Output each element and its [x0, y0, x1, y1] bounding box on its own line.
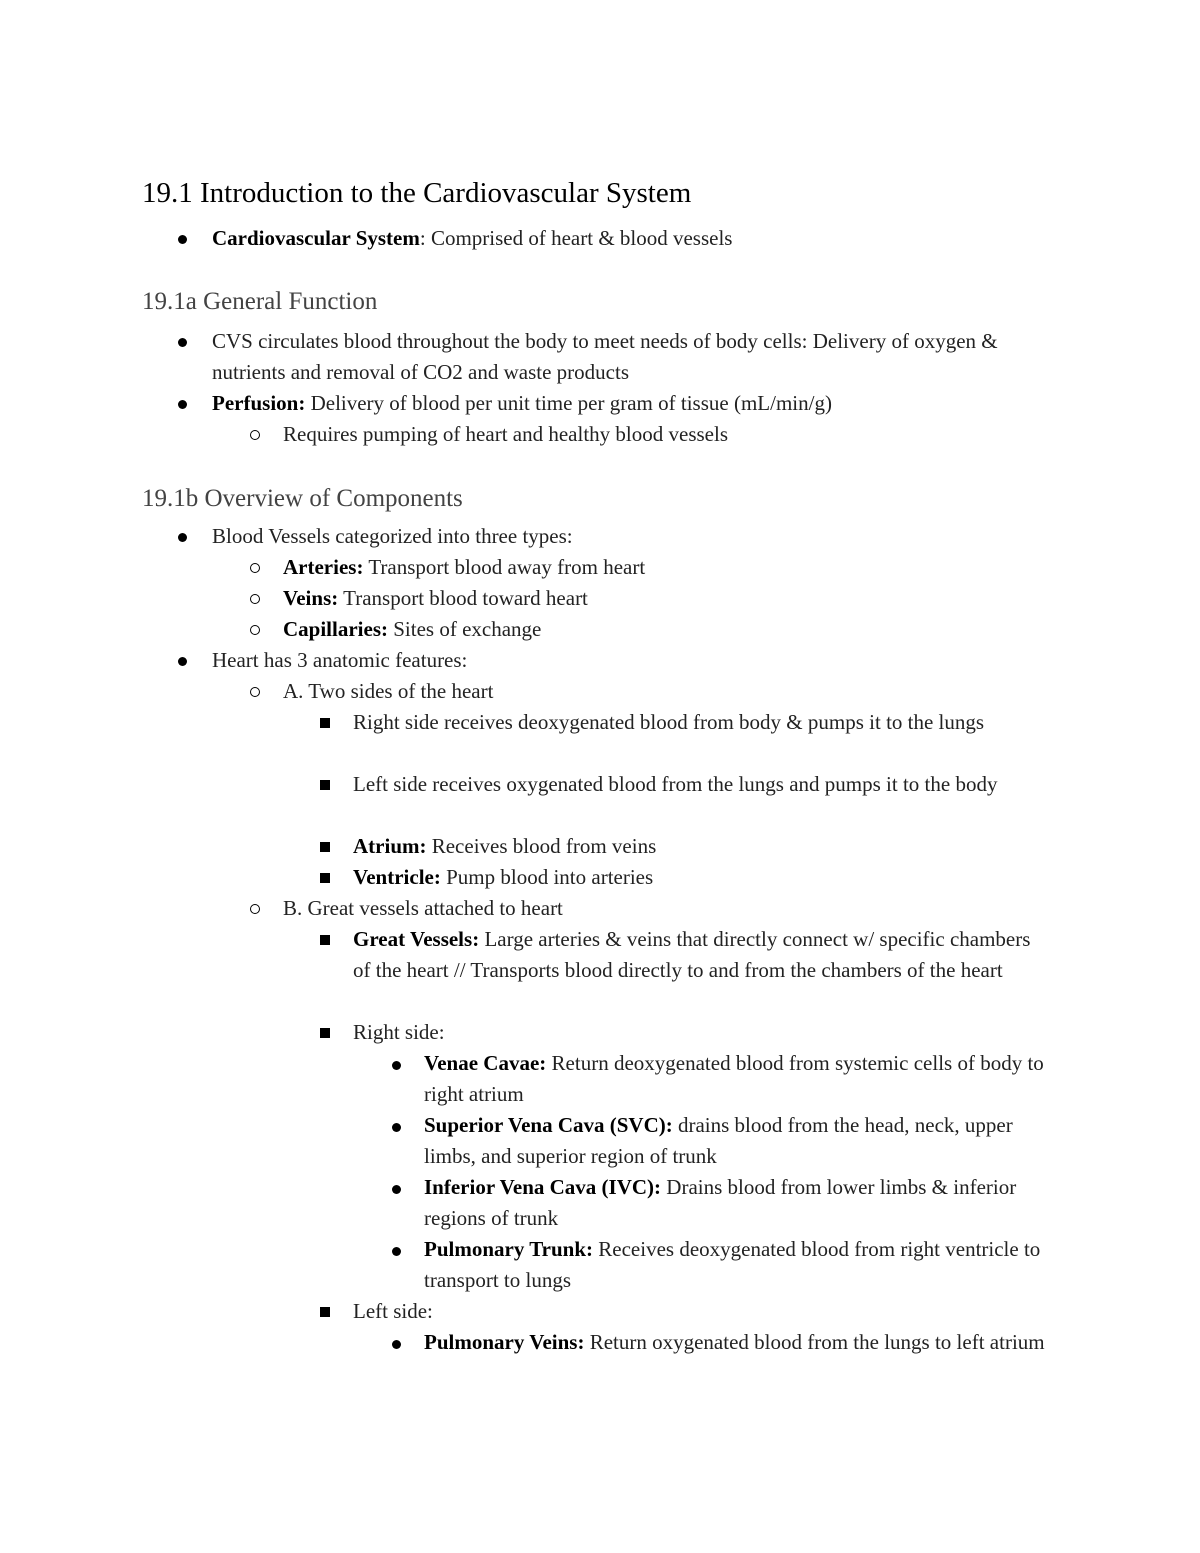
list-item: A. Two sides of the heart	[283, 679, 494, 703]
bullet-square-icon	[320, 1307, 330, 1317]
list-item	[424, 1110, 1044, 1172]
list-item: Right side:	[353, 1020, 445, 1044]
list-item: Blood Vessels categorized into three types:	[212, 524, 573, 548]
term-text: Sites of exchange	[388, 617, 542, 641]
term-text: : Comprised of heart & blood vessels	[419, 226, 733, 250]
bullet-square-icon	[320, 873, 330, 883]
term-label: Ventricle:	[353, 865, 441, 889]
bullet-circle-icon	[250, 594, 260, 604]
bullet-square-icon	[320, 1028, 330, 1038]
term-label: Pulmonary Trunk:	[424, 1237, 594, 1261]
list-item	[424, 1048, 1064, 1110]
list-item	[212, 388, 1072, 419]
bullet-disc-icon	[392, 1185, 401, 1194]
term-label: Arteries:	[283, 555, 364, 579]
term-label: Veins:	[283, 586, 339, 610]
list-item	[283, 583, 1063, 614]
term-text: Delivery of blood per unit time per gram of tissue (mL/min/g)	[305, 391, 832, 415]
list-item	[353, 831, 1053, 862]
bullet-disc-icon	[178, 533, 187, 542]
list-item	[283, 614, 1063, 645]
term-text: Transport blood toward heart	[338, 586, 588, 610]
bullet-disc-icon	[178, 235, 187, 244]
bullet-disc-icon	[178, 657, 187, 666]
term-label: Perfusion:	[212, 391, 306, 415]
term-text: drains blood from the head, neck, upper limbs, and superior region of trunk	[424, 1113, 1013, 1168]
list-item	[353, 862, 1053, 893]
list-item	[212, 223, 1072, 254]
bullet-square-icon	[320, 718, 330, 728]
list-item: Right side receives deoxygenated blood from body & pumps it to the lungs	[353, 710, 985, 734]
list-item: Left side receives oxygenated blood from the lungs and pumps it to the body	[353, 772, 998, 796]
bullet-square-icon	[320, 842, 330, 852]
list-item	[353, 924, 1033, 986]
term-label: Cardiovascular System	[212, 226, 420, 250]
list-item: CVS circulates blood throughout the body to meet needs of body cells: Delivery of oxygen & nutrients and removal of CO2 and waste products	[212, 329, 998, 384]
list-item	[283, 552, 1063, 583]
term-text: Drains blood from lower limbs & inferior regions of trunk	[424, 1175, 1017, 1230]
section-heading-overview: 19.1b Overview of Components	[142, 485, 463, 512]
term-text: Receives deoxygenated blood from right ventricle to transport to lungs	[424, 1237, 1041, 1292]
bullet-circle-icon	[250, 430, 260, 440]
bullet-disc-icon	[392, 1340, 401, 1349]
bullet-disc-icon	[178, 400, 187, 409]
term-label: Inferior Vena Cava (IVC):	[424, 1175, 662, 1199]
list-item	[424, 1327, 1064, 1358]
list-item	[424, 1172, 1044, 1234]
list-item: Heart has 3 anatomic features:	[212, 648, 468, 672]
bullet-circle-icon	[250, 904, 260, 914]
term-label: Atrium:	[353, 834, 427, 858]
list-item: Left side:	[353, 1299, 433, 1323]
bullet-circle-icon	[250, 563, 260, 573]
section-heading-general-function: 19.1a General Function	[142, 288, 378, 315]
list-item: Requires pumping of heart and healthy blood vessels	[283, 422, 728, 446]
list-item: B. Great vessels attached to heart	[283, 896, 563, 920]
term-label: Venae Cavae:	[424, 1051, 547, 1075]
bullet-square-icon	[320, 780, 330, 790]
bullet-disc-icon	[178, 338, 187, 347]
bullet-disc-icon	[392, 1247, 401, 1256]
bullet-square-icon	[320, 935, 330, 945]
term-text: Pump blood into arteries	[440, 865, 654, 889]
bullet-disc-icon	[392, 1123, 401, 1132]
term-label: Pulmonary Veins:	[424, 1330, 585, 1354]
term-label: Great Vessels:	[353, 927, 480, 951]
term-text: Return deoxygenated blood from systemic cells of body to right atrium	[424, 1051, 1044, 1106]
term-text: Transport blood away from heart	[363, 555, 646, 579]
bullet-disc-icon	[392, 1061, 401, 1070]
list-item	[424, 1234, 1044, 1296]
bullet-circle-icon	[250, 625, 260, 635]
term-text: Receives blood from veins	[426, 834, 657, 858]
bullet-circle-icon	[250, 687, 260, 697]
page-title: 19.1 Introduction to the Cardiovascular System	[142, 177, 692, 209]
term-label: Capillaries:	[283, 617, 388, 641]
term-text: Large arteries & veins that directly connect w/ specific chambers of the heart // Transports blood directly to and from the chambers of the heart	[353, 927, 1031, 982]
term-text: Return oxygenated blood from the lungs to left atrium	[584, 1330, 1045, 1354]
term-label: Superior Vena Cava (SVC):	[424, 1113, 673, 1137]
